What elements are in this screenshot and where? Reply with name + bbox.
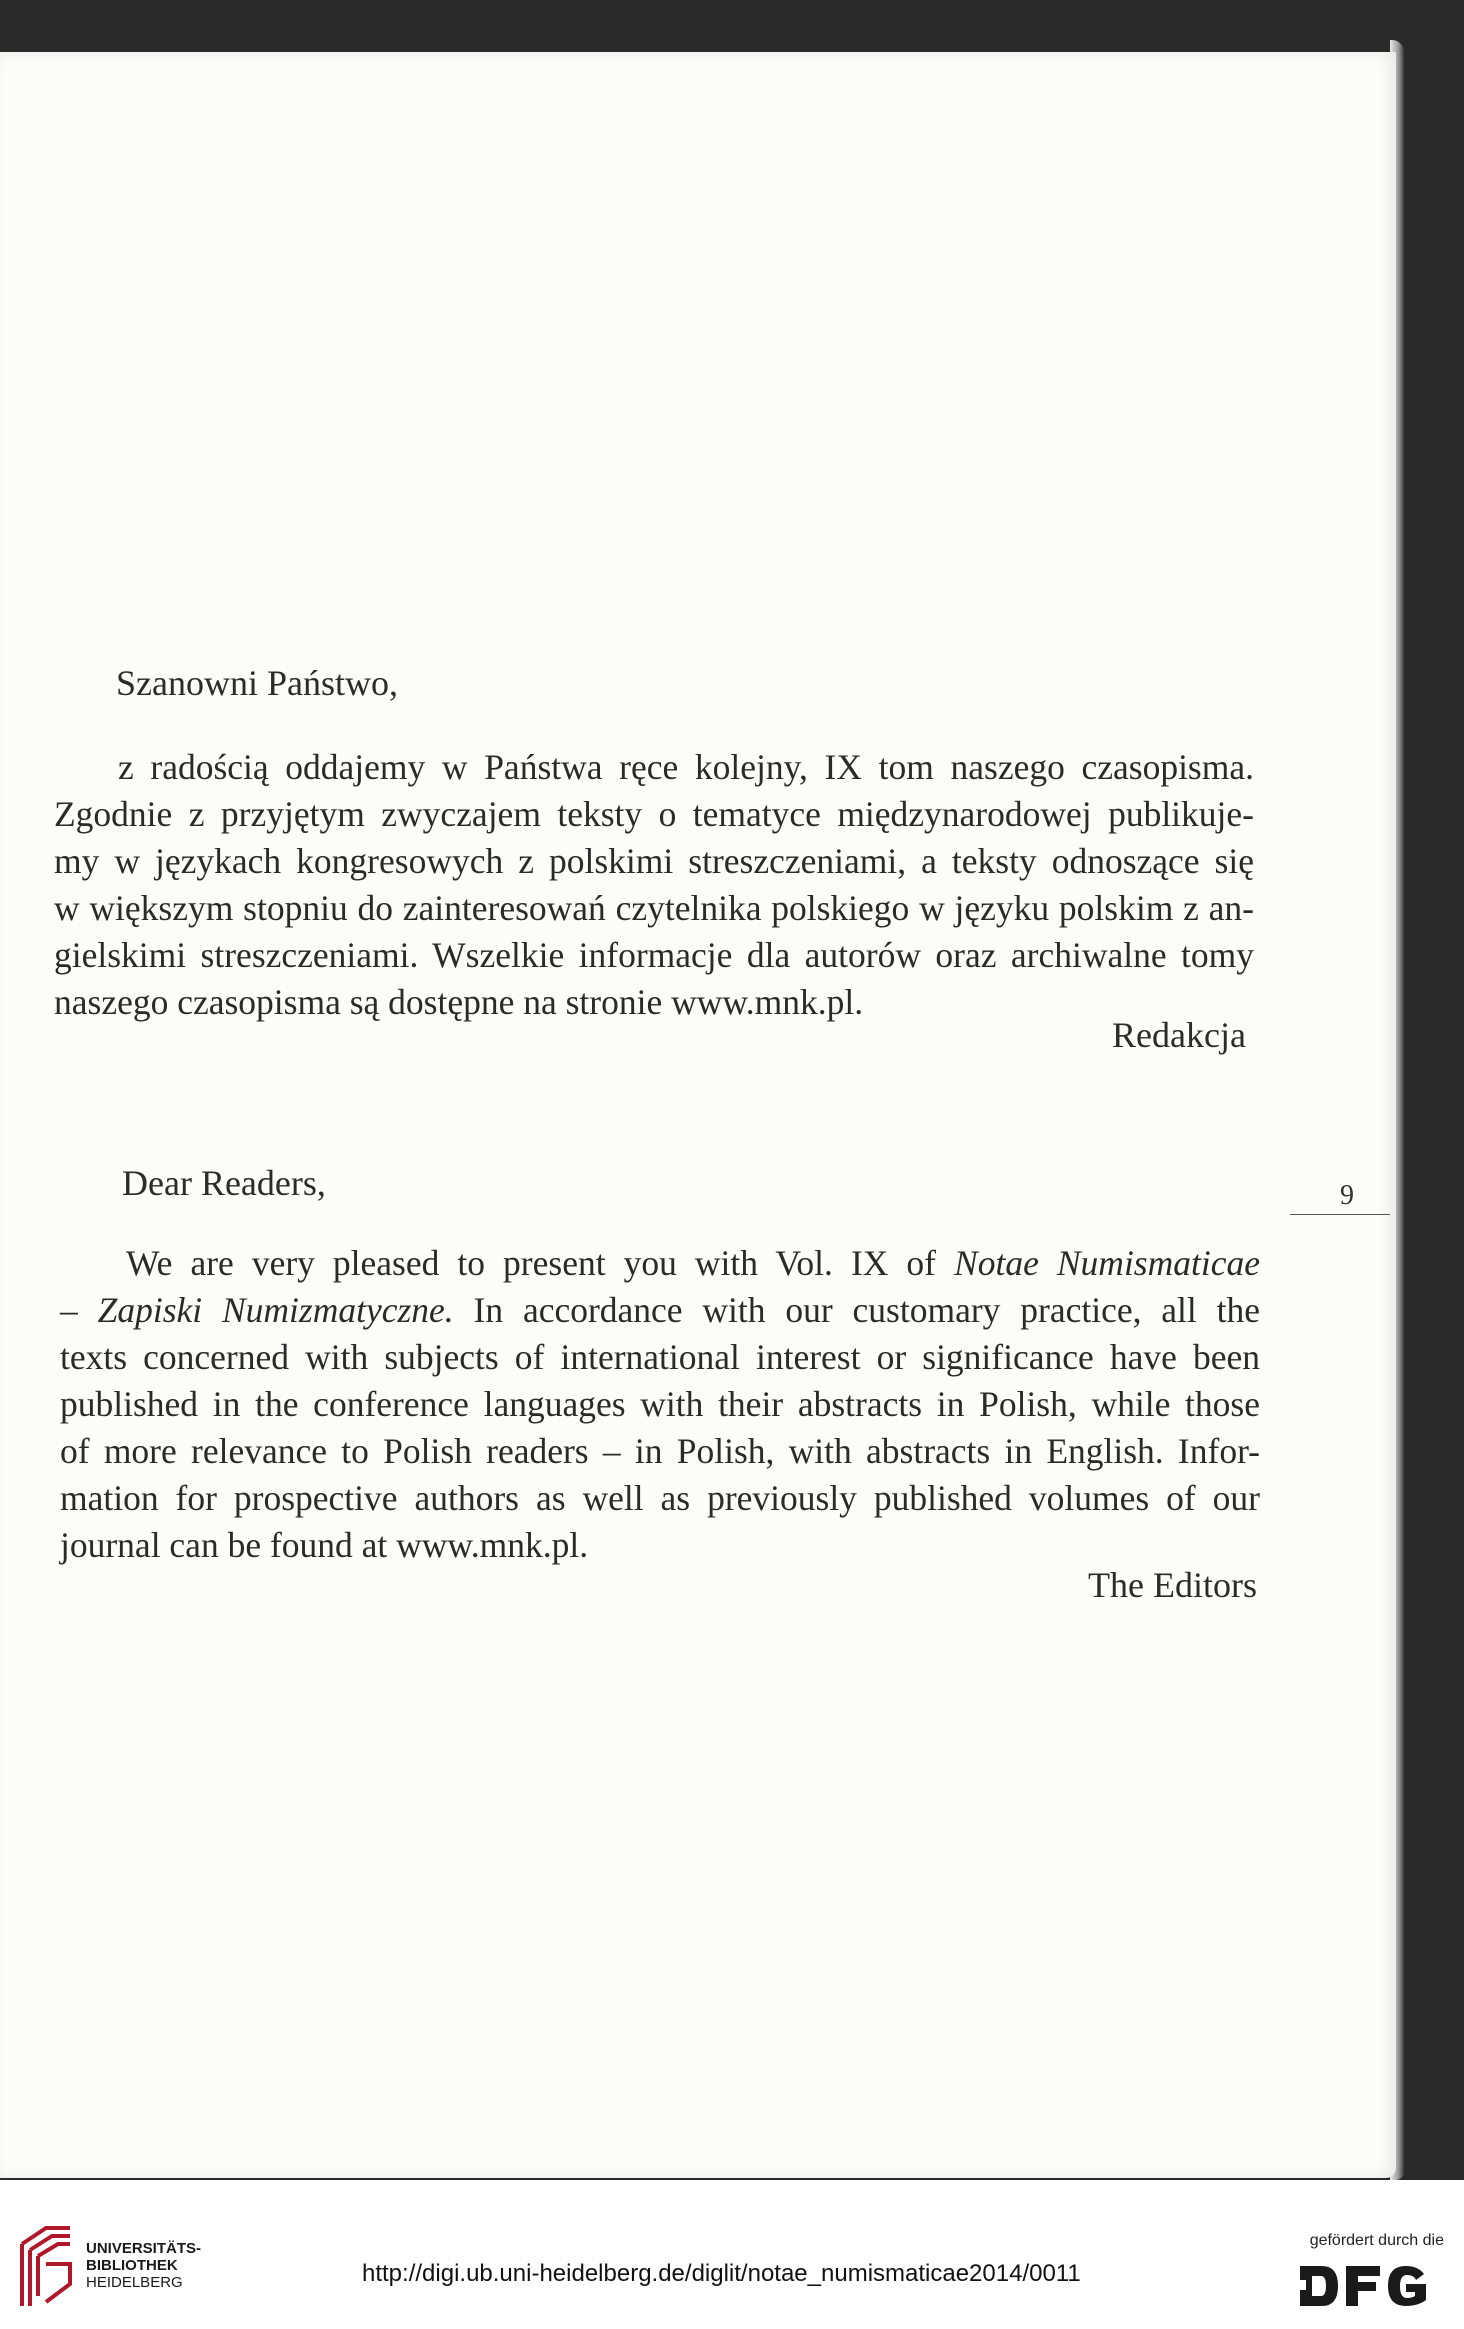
library-name-line: BIBLIOTHEK [86,2257,178,2274]
signature-polish: Redakcja [1112,1015,1246,1055]
text-line: Zgodnie z przyjętym zwyczajem teksty o tematyce międzynarodowej publikuje- [54,794,1254,834]
text-line: published in the conference languages with their abstracts in Polish, while those [60,1384,1260,1424]
dfg-logo-icon [1294,2258,1444,2314]
text-line: of more relevance to Polish readers – in Polish, with abstracts in English. Infor- [60,1431,1260,1471]
paragraph-polish [54,744,1254,1026]
paragraph-english [60,1240,1260,1569]
document-page [0,52,1396,2178]
permalink-url[interactable]: http://digi.ub.uni-heidelberg.de/diglit/notae_numismaticae2014/0011 [362,2260,1081,2287]
library-name-line: HEIDELBERG [86,2274,183,2291]
text-line [60,1287,1260,1334]
university-library-logo-icon [18,2224,74,2310]
footer-bar [0,2180,1464,2329]
text-line: my w językach kongresowych z polskimi streszczeniami, a teksty odnoszące się [54,841,1254,881]
text-line: naszego czasopisma są dostępne na stronie www.mnk.pl. [54,982,864,1022]
journal-title-italic: Notae Numismaticae [954,1243,1260,1283]
sponsor-caption: gefördert durch die [1309,2232,1444,2249]
page-number-rule [1290,1182,1390,1215]
text-line: mation for prospective authors as well as previously published volumes of our [60,1478,1260,1518]
text-line: gielskimi streszczeniami. Wszelkie informacje dla autorów oraz archiwalne tomy [54,935,1254,975]
text-line [60,1240,1260,1287]
text-line: z radością oddajemy w Państwa ręce kolejny, IX tom naszego czasopisma. [118,747,1254,787]
salutation-polish: Szanowni Państwo, [116,663,398,703]
text-run: We are very pleased to present you with Vol. IX of [126,1243,955,1283]
text-line: texts concerned with subjects of international interest or significance have been [60,1337,1260,1377]
library-name-line: UNIVERSITÄTS- [86,2240,202,2257]
text-line: journal can be found at www.mnk.pl. [60,1525,589,1565]
salutation-english: Dear Readers, [122,1163,326,1203]
page-number: 9 [1340,1180,1354,1211]
text-run: In accordance with our customary practice, all the [453,1290,1260,1330]
text-line: w większym stopniu do zainteresowań czytelnika polskiego w języku polskim z an- [54,888,1254,928]
signature-english: The Editors [1088,1565,1257,1605]
library-name [86,2240,201,2291]
journal-title-italic: – Zapiski Numizmatyczne. [60,1290,454,1330]
